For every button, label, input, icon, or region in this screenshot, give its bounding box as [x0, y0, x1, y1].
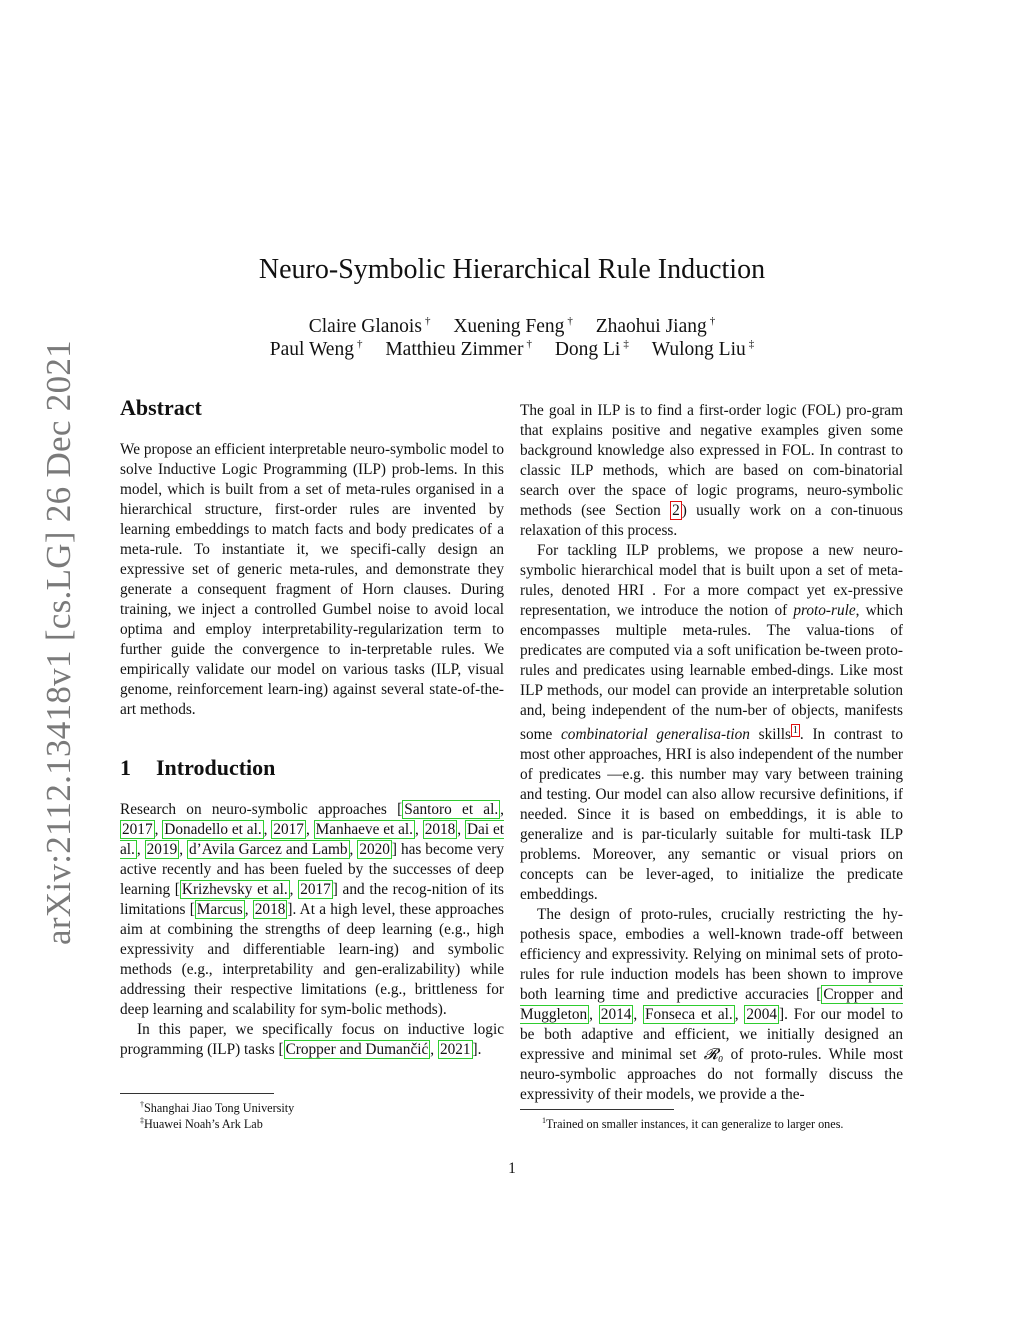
abstract-heading: Abstract	[120, 395, 202, 420]
author: Wulong Liu ‡	[651, 338, 755, 360]
citation-link[interactable]: 2019	[146, 841, 178, 858]
citation-link[interactable]: 2017	[300, 881, 331, 898]
math-symbol: 𝓡₀	[703, 1046, 724, 1064]
citation-link[interactable]: Donadello et al.	[164, 821, 262, 838]
citation-link[interactable]: 2018	[424, 821, 456, 838]
citation-link[interactable]: Cropper and Muggleton	[520, 986, 903, 1024]
footnote: †Shanghai Jiao Tong University	[140, 1100, 295, 1115]
citation-link[interactable]: 2018	[254, 901, 286, 918]
citation-link[interactable]: Dai et al.	[120, 821, 504, 858]
citation-link[interactable]: 2020	[359, 841, 390, 858]
citation-link[interactable]: d’Avila Garcez and Lamb	[189, 841, 348, 858]
footnote: $^1$Trained on smaller instances, it can generalize to larger ones.	[542, 1116, 844, 1131]
author: Zhaohui Jiang †	[595, 315, 716, 337]
footnote: ‡Huawei Noah’s Ark Lab	[140, 1116, 263, 1131]
author: Paul Weng †	[269, 338, 363, 360]
citation-link[interactable]: Fonseca et al.	[645, 1006, 733, 1024]
paper-title: Neuro-Symbolic Hierarchical Rule Induction	[258, 254, 766, 285]
paragraph: The goal in ILP is to find a first-order logic (FOL) pro-gram that explains positive and negative examples given some background knowledge also expressed in FOL. In contrast to classic ILP methods, which are based on com-binatorial search over the space of logic programs, neuro-symbolic methods (see Section 2 ) usually work on a con-tinuous relaxation of this process.	[520, 402, 903, 539]
section-title: Introduction	[156, 755, 276, 780]
abstract-text: We propose an efficient interpretable neuro-symbolic model to solve Inductive Logic Programming (ILP) prob-lems. In this model, which is built from a set of meta-rules organised in a hierarchical structure, first-order rules are invented by learning embeddings to match facts and body predicates of a meta-rule. To instantiate it, we specifi-cally design an expressive set of generic meta-rules, and demonstrate they generate a consequent fragment of Horn clauses. During training, we inject a controlled Gumbel noise to avoid local optima and employ interpretability-regularization term to further guide the convergence to in-terpretable rules. We empirically validate our model on various tasks (ILP, visual genome, reinforcement learn-ing) against several state-of-the-art methods.	[120, 441, 504, 718]
citation-link[interactable]: Santoro et al.	[404, 801, 499, 818]
citation-link[interactable]: Krizhevsky et al.	[181, 881, 288, 898]
arxiv-identifier-stamp: arXiv:2112.13418v1 [cs.LG] 26 Dec 2021	[39, 340, 78, 945]
footnote-rule	[520, 1109, 674, 1110]
author: Xuening Feng †	[453, 315, 573, 337]
abstract-body	[120, 440, 504, 720]
author: Matthieu Zimmer †	[385, 338, 532, 360]
introduction-left-column	[120, 800, 504, 1060]
author-list-line-2	[0, 332, 1024, 362]
citation-link[interactable]: 2017	[122, 821, 153, 838]
paragraph: Research on neuro-symbolic approaches [ Santoro et al. , 2017 , Donadello et al. , 2017 , Manhaeve et al. , 2018 , Dai et al. , 2019 , d’Avila Garcez and Lamb , 2020 ] has become very active recently and has been fueled by the successes of deep learning [ Krizhevsky et al. , 2017 ] and the recog-nition of its limitations [ Marcus , 2018 ]. At a high level, these approaches aim at combining the strengths of deep learning (e.g., high expressivity and differentiable learn-ing) and symbolic methods (e.g., interpretability and gen-eralizability) while addressing their respective limitations (e.g., brittleness for deep learning and scalability for sym-bolic methods).	[120, 801, 504, 1018]
section-heading-introduction	[120, 753, 275, 783]
citation-link[interactable]: 2021	[439, 1041, 471, 1058]
paragraph: For tackling ILP problems, we propose a new neuro-symbolic hierarchical model that is built upon a set of meta-rules, denoted HRI . For a more compact yet ex-pressive representation, we introduce the notion of proto-rule, which encompasses multiple meta-rules. The valua-tions of predicates are computed via a soft unification be-tween proto-rules and predicates using learnable embed-dings. Like most ILP methods, our model can provide an interpretable solution and, being independent of the num-ber of objects, manifests some combinatorial generalisa-tion skills $^1$ . In contrast to most other approaches, HRI is also independent of the number of predicates —e.g. this number may vary between training and testing. Our model can also allow recursive definitions, if needed. Since it is based on embeddings, it is able to generalize and is par-ticularly suitable for multi-task ILP problems. Moreover, any semantic or visual priors on concepts can be lever-aged, to initialize the predicate embeddings.	[520, 542, 903, 904]
paragraph: The design of proto-rules, crucially restricting the hy-pothesis space, embodies a well-known trade-off between efficiency and expressivity. Relying on minimal sets of proto-rules for rule induction models has been shown to improve both learning time and predictive accuracies [ Cropper and Muggleton , 2014 , Fonseca et al. , 2004 ]. For our model to be both adaptive and efficient, we initially designed an expressive and minimal set 𝓡₀ of proto-rules. While most neuro-symbolic approaches do not formally discuss the expressivity of their models, we provide a the-	[520, 906, 903, 1104]
page-number: 1	[508, 1160, 516, 1177]
paragraph: In this paper, we specifically focus on inductive logic programming (ILP) tasks [ Cropper and Dumančić , 2021 ].	[120, 1021, 504, 1058]
footnote-reference-link[interactable]: 1	[792, 725, 798, 736]
citation-link[interactable]: 2017	[273, 821, 304, 838]
citation-link[interactable]: Marcus	[196, 901, 243, 918]
citation-link[interactable]: 2004	[746, 1006, 777, 1024]
section-reference-link[interactable]: 2	[672, 502, 680, 519]
introduction-right-column	[520, 401, 903, 1105]
author: Dong Li ‡	[554, 338, 629, 360]
footnote-rule	[120, 1093, 274, 1094]
citation-link[interactable]: Cropper and Dumančić	[285, 1041, 429, 1058]
citation-link[interactable]: Manhaeve et al.	[315, 821, 413, 838]
citation-link[interactable]: 2014	[600, 1006, 632, 1024]
author: Claire Glanois †	[308, 315, 431, 337]
section-number: 1	[120, 755, 131, 780]
